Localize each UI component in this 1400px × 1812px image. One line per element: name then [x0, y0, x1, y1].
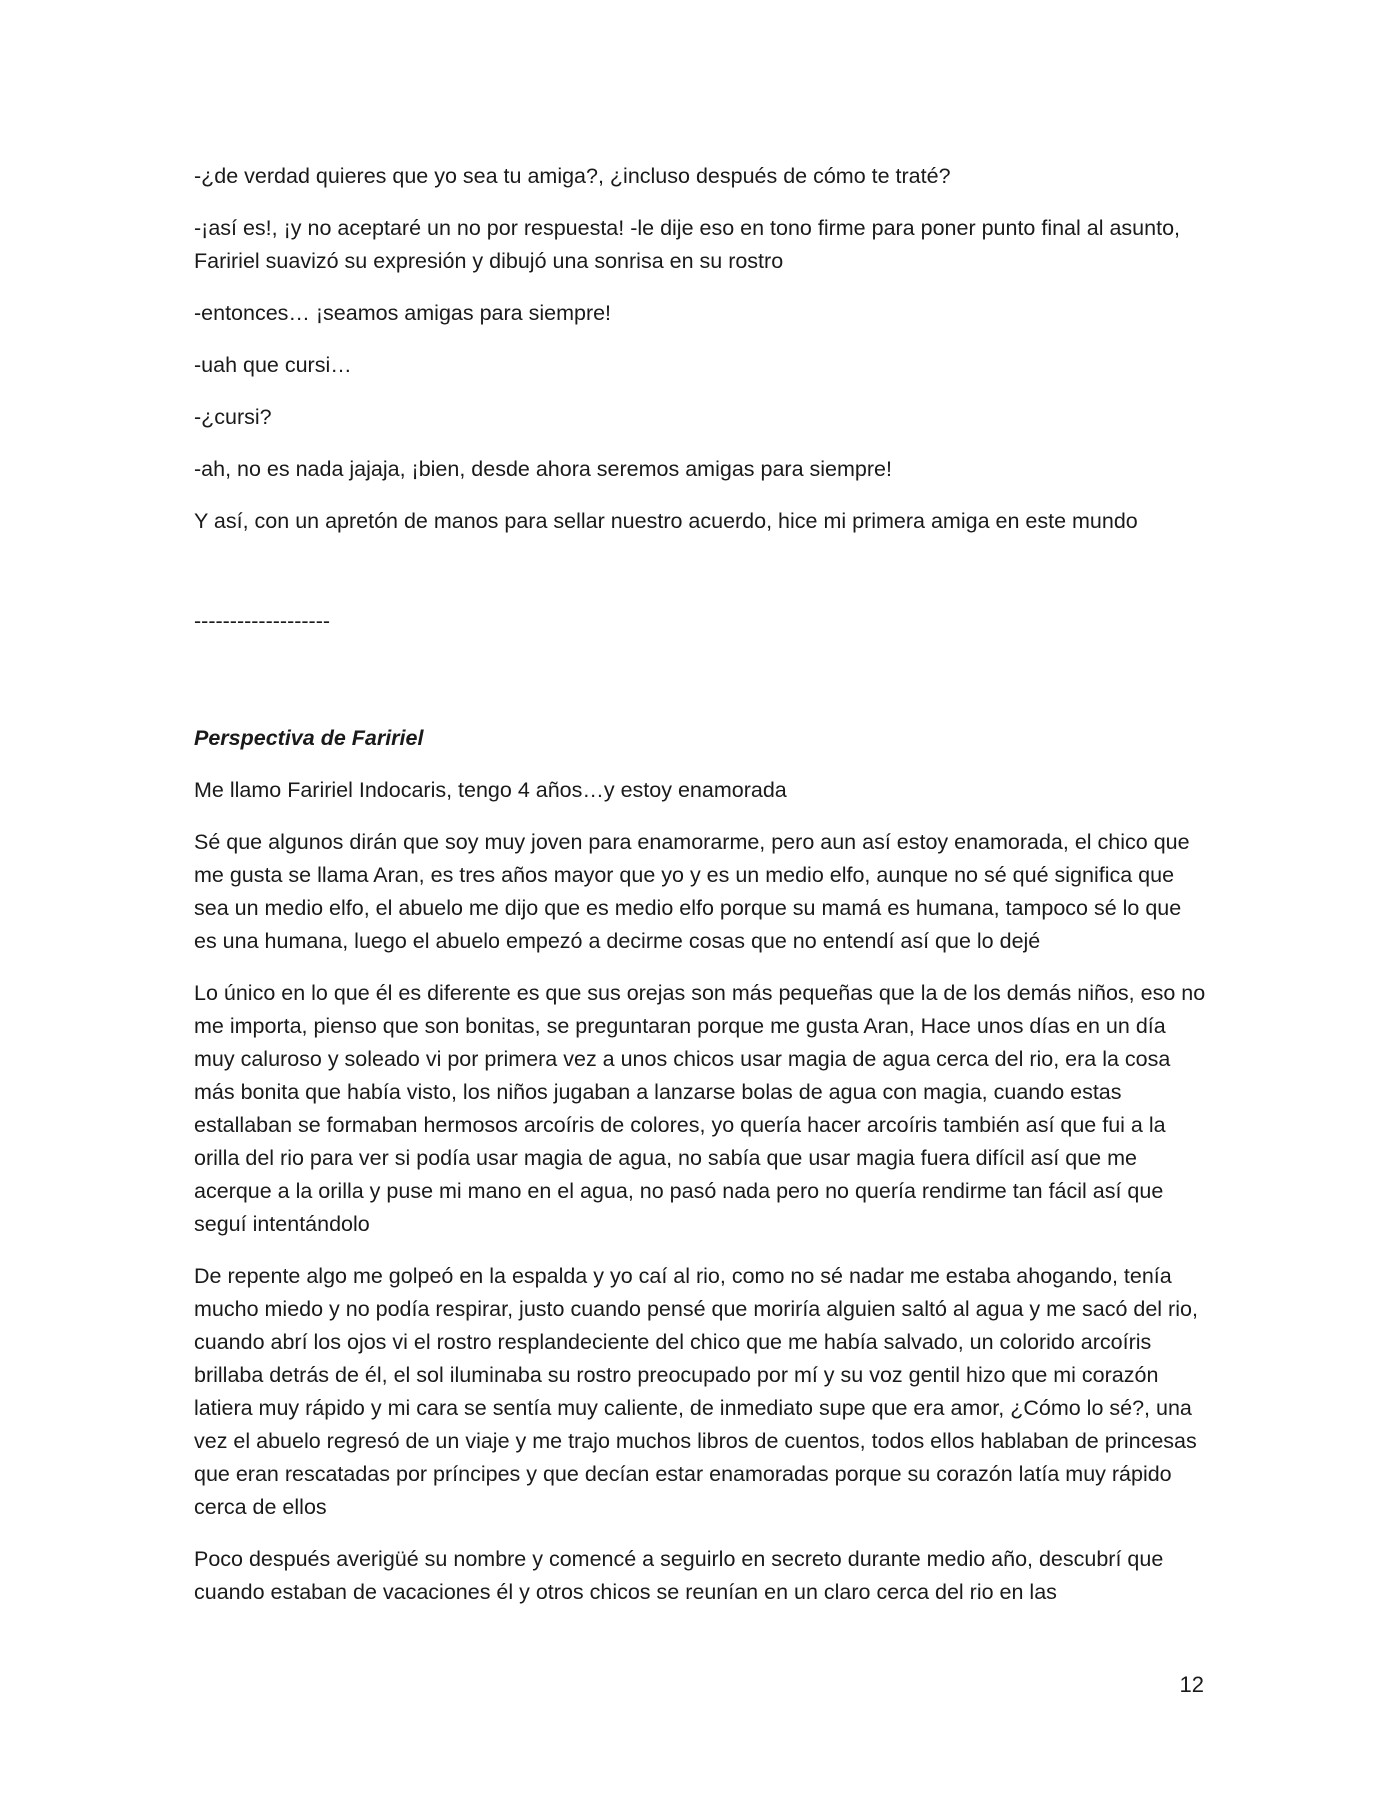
- section-heading: Perspectiva de Faririel: [194, 726, 424, 750]
- body-paragraph: Lo único en lo que él es diferente es que sus orejas son más pequeñas que la de los demás niños, eso no me importa, pienso que son bonitas, se preguntaran porque me gusta Aran, Hace unos días en un día muy caluroso y soleado vi por primera vez a unos chicos usar magia de agua cerca del rio, era la cosa más bonita que había visto, los niños jugaban a lanzarse bolas de agua con magia, cuando estas estallaban se formaban hermosos arcoíris de colores, yo quería hacer arcoíris también así que fui a la orilla del rio para ver si podía usar magia de agua, no sabía que usar magia fuera difícil así que me acerque a la orilla y puse mi mano en el agua, no pasó nada pero no quería rendirme tan fácil así que seguí intentándolo: [194, 981, 1206, 1236]
- body-paragraph: Me llamo Faririel Indocaris, tengo 4 años…y estoy enamorada: [194, 778, 787, 802]
- body-paragraph: De repente algo me golpeó en la espalda y yo caí al rio, como no sé nadar me estaba ahogando, tenía mucho miedo y no podía respirar, justo cuando pensé que moriría alguien saltó al agua y me sacó del rio, cuando abrí los ojos vi el rostro resplandeciente del chico que me había salvado, un colorido arcoíris brillaba detrás de él, el sol iluminaba su rostro preocupado por mí y su voz gentil hizo que mi corazón latiera muy rápido y mi cara se sentía muy caliente, de inmediato supe que era amor, ¿Cómo lo sé?, una vez el abuelo regresó de un viaje y me trajo muchos libros de cuentos, todos ellos hablaban de princesas que eran rescatadas por príncipes y que decían estar enamoradas porque su corazón latía muy rápido cerca de ellos: [194, 1264, 1198, 1519]
- page-body: [194, 160, 1206, 1628]
- page-number: 12: [1179, 1672, 1204, 1697]
- scene-separator: -------------------: [194, 609, 331, 633]
- dialogue-line: -¿cursi?: [194, 405, 272, 429]
- body-paragraph: Poco después averigüé su nombre y comencé a seguirlo en secreto durante medio año, descubrí que cuando estaban de vacaciones él y otros chicos se reunían en un claro cerca del rio en las: [194, 1547, 1164, 1604]
- dialogue-line: -¿de verdad quieres que yo sea tu amiga?, ¿incluso después de cómo te traté?: [194, 164, 951, 188]
- dialogue-line: -¡así es!, ¡y no aceptaré un no por respuesta! -le dije eso en tono firme para poner punto final al asunto, Faririel suavizó su expresión y dibujó una sonrisa en su rostro: [194, 216, 1180, 273]
- body-paragraph: Sé que algunos dirán que soy muy joven para enamorarme, pero aun así estoy enamorada, el chico que me gusta se llama Aran, es tres años mayor que yo y es un medio elfo, aunque no sé qué significa que sea un medio elfo, el abuelo me dijo que es medio elfo porque su mamá es humana, tampoco sé lo que es una humana, luego el abuelo empezó a decirme cosas que no entendí así que lo dejé: [194, 830, 1190, 953]
- dialogue-line: -ah, no es nada jajaja, ¡bien, desde ahora seremos amigas para siempre!: [194, 457, 892, 481]
- dialogue-line: -entonces… ¡seamos amigas para siempre!: [194, 301, 612, 325]
- dialogue-line: -uah que cursi…: [194, 353, 352, 377]
- narration-paragraph: Y así, con un apretón de manos para sellar nuestro acuerdo, hice mi primera amiga en este mundo: [194, 509, 1138, 533]
